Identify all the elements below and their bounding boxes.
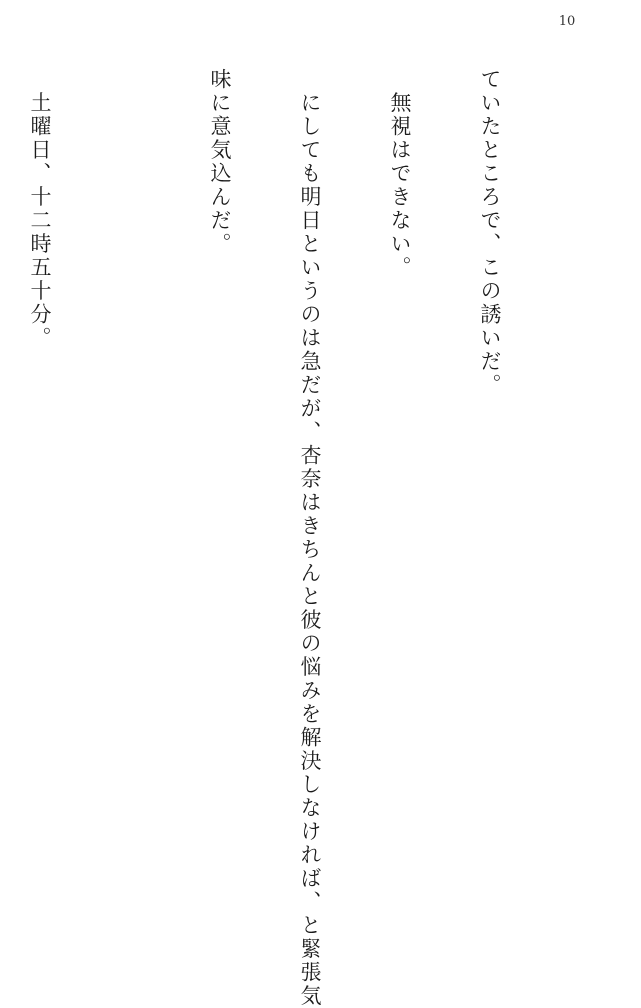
text-line: 土曜日、十二時五十分。 xyxy=(28,68,52,350)
blank-line xyxy=(115,68,145,868)
text-line: 無視はできない。 xyxy=(388,68,412,280)
text-line: にしても明日というのは急だが、杏奈はきちんと彼の悩みを解決しなければ、と緊張気 xyxy=(298,68,322,1008)
page-number: 10 xyxy=(558,14,576,29)
body-text xyxy=(28,68,565,1008)
text-line: ていたところで、この誘いだ。 xyxy=(478,68,502,397)
text-line: 味に意気込んだ。 xyxy=(208,68,232,256)
